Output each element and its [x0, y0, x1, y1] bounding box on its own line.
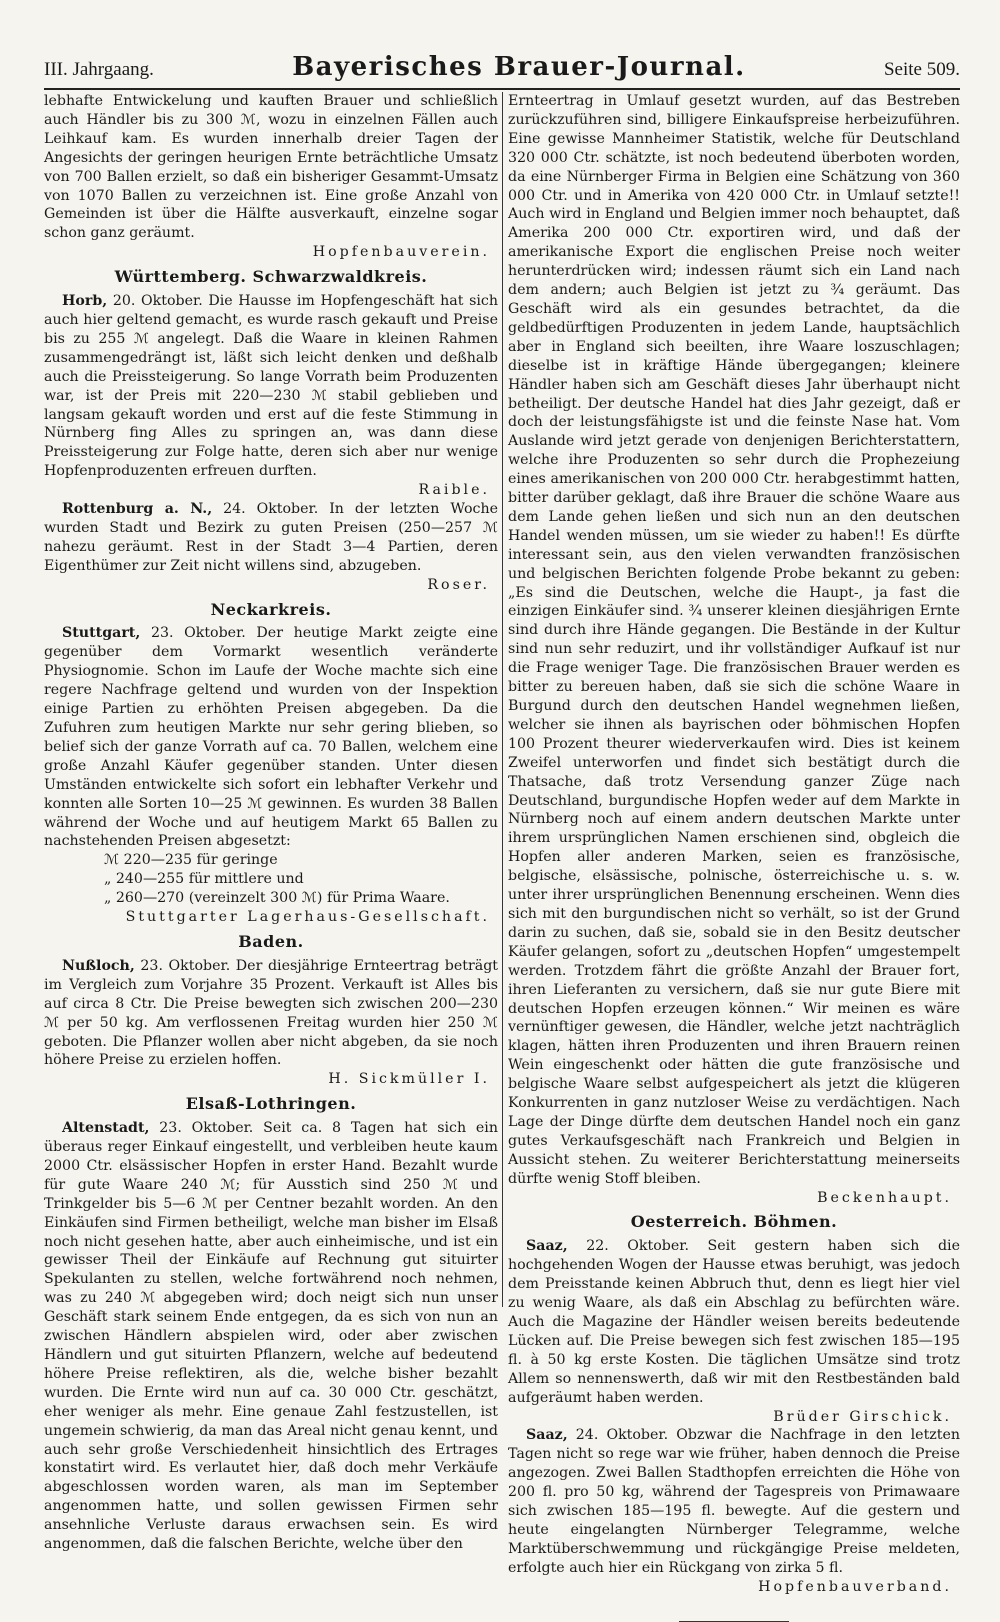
right-column	[508, 92, 960, 1622]
section-heading: Oesterreich. Böhmen.	[630, 1212, 838, 1232]
volume-label: III. Jahrgaang.	[44, 59, 154, 80]
paragraph: lebhafte Entwickelung und kauften Brauer und schließlich auch Händler bis zu 300 ℳ, wozu in einzelnen Fällen auch Leihkauf kam. Es wurden innerhalb dreier Tagen der Angesichts der geringen heurigen Ernte beträchtliche Umsatz von 700 Ballen erzielt, so daß ein bisheriger Gesammt-Umsatz von 1070 Ballen zu verzeichnen ist. Eine große Anzahl von Gemeinden ist über die Hälfte ausverkauft, einzelne sogar schon ganz geräumt.	[44, 93, 498, 242]
section-heading: Baden.	[238, 931, 304, 951]
report-saaz-24	[508, 1426, 960, 1577]
place-name: Stuttgart,	[62, 625, 141, 642]
price-item: „ 260—270 (vereinzelt 300 ℳ) für Prima Waare.	[104, 890, 450, 907]
end-rule	[679, 1621, 789, 1622]
paragraph: Ernteertrag in Umlauf gesetzt wurden, auf das Bestreben zurückzuführen sind, billigere Einkaufspreise herbeizuführen. Eine gewisse Mannheimer Statistik, welche für Deutschland 320 000 Ctr. schätzte, ist noch bedeutend überboten worden, da eine Nürnberger Firma in Belgien eine Schätzung von 360 000 Ctr. und in Amerika von 420 000 Ctr. in Umlauf setzte!! Auch wird in England und Belgien immer noch behauptet, daß Amerika 200 000 Ctr. exportiren wird, und daß der amerikanische Export die englischen Preise noch weiter herunterdrücken wird; indessen räumt sich ein Land nach dem andern; auch Belgien ist jetzt zu ¾ geräumt. Das Geschäft wird als ein gesundes betrachtet, da die geldbedürftigen Produzenten in jedem Lande, hauptsächlich aber in England sich beeilten, ihre Waare loszuschlagen; dieselbe ist in kräftige Hände übergegangen; kleinere Händler haben sich am Geschäft dieses Jahr überhaupt nicht betheiligt. Der deutsche Handel hat dies Jahr gezeigt, daß er doch der leistungsfähigste ist und die feinste Nase hat. Vom Auslande wird jetzt gerade von denjenigen Berichterstattern, welche ihre Produzenten so sehr durch die Prophezeiung eines amerikanischen von 200 000 Ctr. herabgestimmt hatten, bitter darüber geklagt, daß ihre Brauer die schöne Waare aus dem Lande gehen ließen und sich nun an den deutschen Handel wenden müssen, um sie wieder zu haben!! Es dürfte interessant sein, aus den vielen verwandten französischen und belgischen Berichten folgende Probe bekannt zu geben: „Es sind die Deutschen, welche die Haupt-, ja fast die einzigen Einkäufer sind. ¾ unserer kleinen diesjährigen Ernte sind durch ihre Hände gegangen. Die Bestände in der Kultur sind nun sehr reduzirt, und ihr vollständiger Aufkauf ist nur die Frage weniger Tage. Die französischen Brauer werden es bitter zu bereuen haben, daß sie sich die schöne Waare in Burgund durch den deutschen Handel wegnehmen ließen, welcher sie ihnen als bayrischen oder böhmischen Hopfen 100 Prozent theurer wiederverkaufen wird. Dies ist keinem Zweifel unterworfen und findet sich bestätigt durch die Thatsache, daß trotz Versendung ganzer Züge nach Deutschland, burgundische Hopfen weder auf dem Markte in Nürnberg noch auf einem andern deutschen Markte unter ihrem ursprünglichen Namen erschienen sind, obgleich die Hopfen aller anderen Marken, seien es französische, belgische, elsässische, polnische, österreichische u. s. w. unter ihrer ursprünglichen Benennung erscheinen. Wenn dies sich mit den burgundischen nicht so verhält, so ist der Grund darin zu suchen, daß sie, sobald sie in den Besitz deutscher Käufer gelangen, sofort zu „deutschen Hopfen“ umgestempelt werden. Trotzdem fährt die größte Anzahl der Brauer fort, ihren Lieferanten zu versichern, daß sie nur gute Biere mit deutschen Hopfen erzeugen können.“ Wir meinen es wäre vernünftiger gewesen, die Händler, welche jetzt nachträglich klagen, hätten ihren Produzenten und ihren Brauern reinen Wein eingeschenkt oder hätten die gute französische und belgische Waare selbst aufgespeichert als jetzt die klügeren Konkurrenten in ganz nutzloser Weise zu verdächtigen. Nach Lage der Dinge dürfte dem deutschen Handel noch ein ganz gutes Verkaufsgeschäft nach Frankreich und Belgien in Aussicht stehen. Zu weiterer Berichterstattung meinerseits dürfte wenig Stoff bleiben.	[508, 93, 960, 1187]
place-name: Nußloch,	[62, 957, 135, 974]
report-text: 23. Oktober. Seit ca. 8 Tagen hat sich ein überaus reger Einkauf eingestellt, und verbleiben heute kaum 2000 Ctr. elsässischer Hopfen in erster Hand. Bezahlt wurde für gute Waare 240 ℳ; für Ausstich sind 250 ℳ und Trinkgelder bis 5—6 ℳ per Centner bezahlt worden. An den Einkäufen sind Firmen betheiligt, welche man bisher im Elsaß noch nicht gesehen hatte, aber auch einheimische, und ist ein gewisser Theil der Einkäufe auf Rechnung gut situirter Spekulanten zu stellen, welche fortwährend noch nehmen, was zu 240 ℳ abgegeben wird; doch neigt sich nun unser Geschäft stark seinem Ende entgegen, da es sich von nun an zwischen Händlern abspielen wird, oder aber zwischen Händlern und gut situirten Pflanzern, welche auf bedeutend höhere Preise reflektiren, als die, welche bisher bezahlt wurden. Die Ernte wird nun auf ca. 30 000 Ctr. geschätzt, eher weniger als mehr. Eine genaue Zahl festzustellen, ist ungemein schwierig, da man das Areal nicht genau kennt, und auch sehr große Verschiedenheit hinsichtlich des Ertrages konstatirt wird. Es verlautet hier, daß doch mehr Verkäufe abgeschlossen worden waren, als man im September angenommen hatte, und sollen gewissen Firmen sehr ansehnliche Verluste daraus erwachsen sein. Es wird angenommen, daß die falschen Berichte, welche über den	[44, 1120, 498, 1553]
report-rottenburg	[44, 500, 498, 576]
report-text: 23. Oktober. Der diesjährige Ernteertrag beträgt im Vergleich zum Vorjahre 35 Prozent. Verkauft ist Alles bis auf circa 8 Ctr. Die Preise bewegten sich zwischen 200—230 ℳ per 50 kg. Am verflossenen Freitag wurden hier 250 ℳ geboten. Die Pflanzer wollen aber nicht abgeben, da sie noch höhere Preise zu erzielen hoffen.	[44, 957, 498, 1069]
page-number: Seite 509.	[883, 59, 960, 80]
report-text: 24. Oktober. In der letzten Woche wurden Stadt und Bezirk zu guten Preisen (250—257 ℳ nahezu geräumt. Rest in der Stadt 3—4 Partien, deren Eigenthümer zur Zeit nicht willens sind, abzugeben.	[44, 501, 498, 574]
place-name: Rottenburg a. N.,	[62, 501, 213, 518]
signature: Brüder Girschick.	[773, 1408, 952, 1425]
page-header	[44, 52, 960, 88]
place-name: Horb,	[62, 293, 108, 310]
price-list	[44, 851, 498, 908]
section-heading: Württemberg. Schwarzwaldkreis.	[114, 267, 428, 287]
report-text: 20. Oktober. Die Hausse im Hopfengeschäft hat sich auch hier geltend gemacht, es wurde rasch gekauft und Preise bis zu 255 ℳ angelegt. Daß die Waare in kleinen Rahmen zusammengedrängt ist, läßt sich leicht denken und deßhalb auch die Preissteigerung. So lange Vorrath beim Produzenten war, ist der Preis mit 220—230 ℳ stabil geblieben und langsam gekauft worden und erst auf die feste Stimmung in Nürnberg fing Alles zu springen an, was dann diese Preissteigerung zur Folge hatte, deren sich aber nur wenige Hopfenproduzenten erfreuen durften.	[44, 293, 498, 480]
price-item: „ 240—255 für mittlere und	[104, 871, 304, 888]
journal-title: Bayerisches Brauer-Journal.	[292, 52, 746, 82]
column-divider	[502, 92, 503, 1307]
header-rule	[44, 88, 960, 90]
place-name: Saaz,	[526, 1427, 568, 1444]
section-heading: Elsaß-Lothringen.	[185, 1094, 357, 1114]
place-name: Altenstadt,	[62, 1120, 150, 1137]
report-nussloch	[44, 957, 498, 1070]
signature: Stuttgarter Lagerhaus-Gesellschaft.	[125, 909, 490, 926]
left-column	[44, 92, 498, 1554]
signature: Roser.	[427, 576, 490, 593]
report-text: 23. Oktober. Der heutige Markt zeigte eine gegenüber dem Vormarkt wesentlich veränderte Physiognomie. Schon im Laufe der Woche machte sich eine regere Nachfrage geltend und wurden von der Inspektion einige Partien zu erhöhten Preisen abgegeben. Da die Zufuhren zum heutigen Markte nur sehr gering blieben, so belief sich der ganze Vorrath auf ca. 70 Ballen, welchem eine große Anzahl Käufer gegenüber standen. Unter diesen Umständen entwickelte sich sofort ein lebhafter Verkehr und konnten alle Sorten 10—25 ℳ gewinnen. Es wurden 38 Ballen während der Woche und auf heutigem Markt 65 Ballen zu nachstehenden Preisen abgesetzt:	[44, 625, 498, 850]
signature: H. Sickmüller I.	[328, 1071, 490, 1088]
price-item: ℳ 220—235 für geringe	[104, 852, 278, 869]
report-altenstadt	[44, 1119, 498, 1554]
signature: Hopfenbauverband.	[758, 1578, 952, 1595]
report-saaz-22	[508, 1237, 960, 1407]
report-horb	[44, 292, 498, 481]
signature: Beckenhaupt.	[817, 1189, 952, 1206]
report-text: 24. Oktober. Obzwar die Nachfrage in den letzten Tagen nicht so rege war wie früher, haben dennoch die Preise angezogen. Zwei Ballen Stadthopfen erreichten die Höhe von 200 fl. pro 50 kg, während der Tagespreis von Primawaare sich zwischen 185—195 fl. bewegte. Auf die gestern und heute eingelangten Nürnberger Telegramme, welche Marktüberschwemmung und rückgängige Preise meldeten, erfolgte auch hier ein Rückgang von zirka 5 fl.	[508, 1427, 960, 1576]
place-name: Saaz,	[526, 1238, 568, 1255]
signature: Hopfenbauverein.	[312, 244, 490, 261]
signature: Raible.	[418, 482, 490, 499]
section-heading: Neckarkreis.	[210, 599, 332, 619]
report-text: 22. Oktober. Seit gestern haben sich die hochgehenden Wogen der Hausse etwas beruhigt, was jedoch dem Preisstande keinen Abbruch thut, denn es liegt hier viel zu wenig Waare, als daß ein Abschlag zu befürchten wäre. Auch die Magazine der Händler weisen bereits bedeutende Lücken auf. Die Preise bewegen sich fest zwischen 185—195 fl. à 50 kg erste Kosten. Die täglichen Umsätze sind trotz Allem so nennenswerth, daß wir mit den Restbeständen bald aufgeräumt haben werden.	[508, 1238, 960, 1406]
report-stuttgart	[44, 624, 498, 851]
